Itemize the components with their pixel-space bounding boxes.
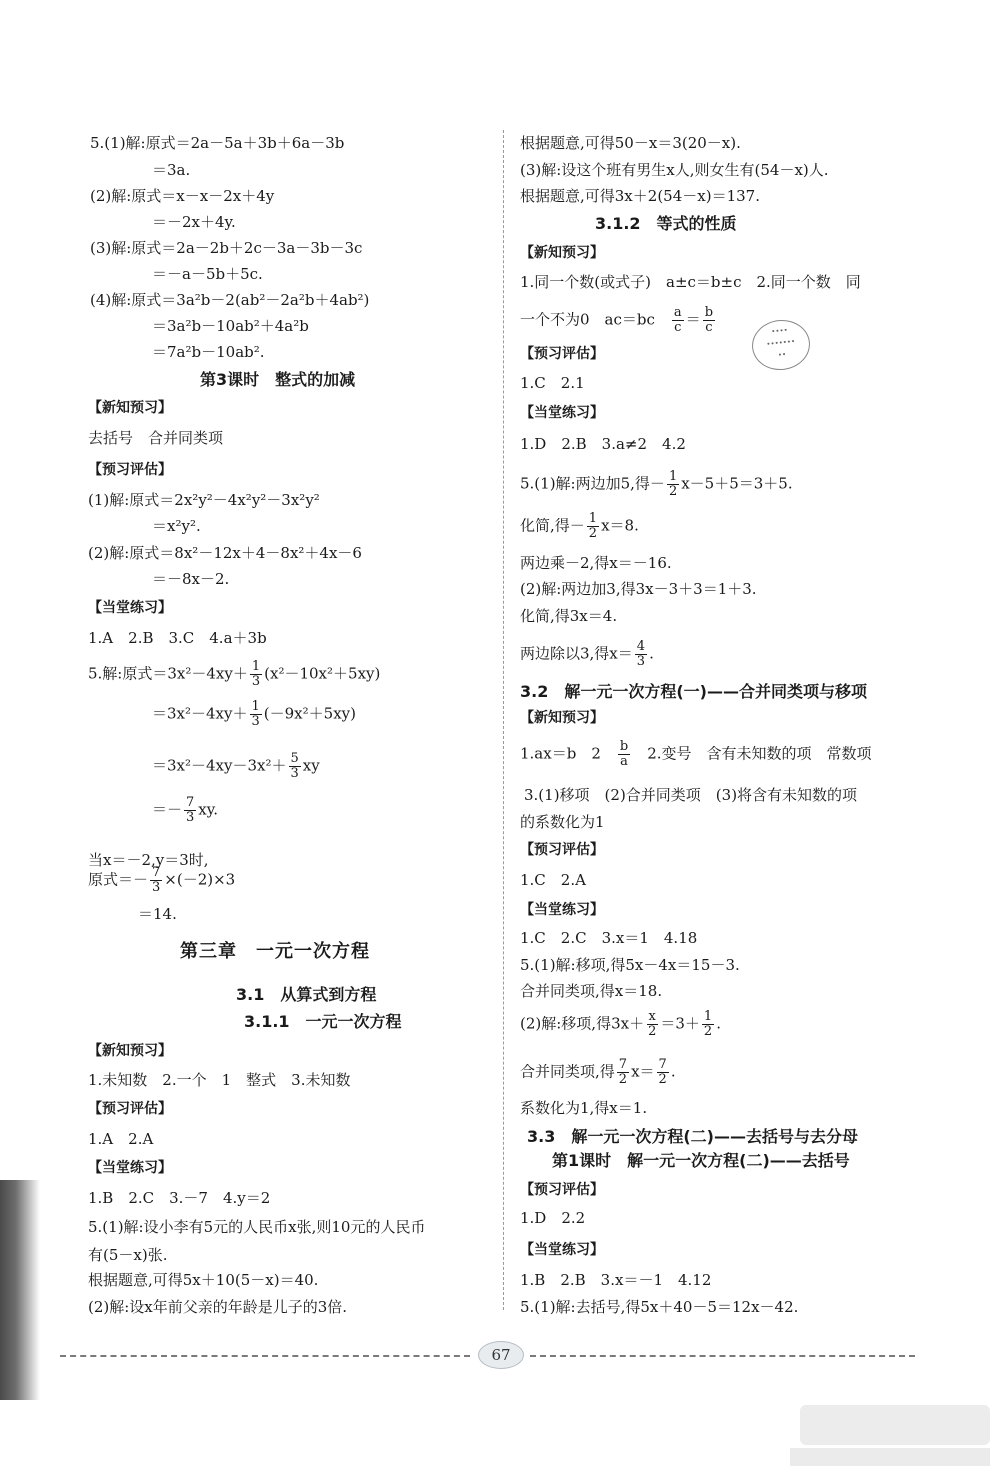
fraction-denominator: a — [620, 754, 628, 769]
scan-edge-shadow — [0, 1180, 40, 1400]
fraction-denominator: 2 — [658, 1072, 667, 1087]
fraction — [587, 512, 599, 541]
left-line — [152, 796, 218, 825]
right-line: 【当堂练习】 — [520, 405, 604, 421]
right-line: 【预习评估】 — [520, 842, 604, 858]
text-run: xy. — [198, 800, 219, 819]
right-line: 系数化为1,得x＝1. — [520, 1099, 648, 1117]
right-line: 【新知预习】 — [520, 245, 604, 261]
fraction-denominator: 3 — [251, 674, 261, 689]
right-line: 合并同类项,得x＝18. — [520, 982, 663, 1000]
fraction — [618, 740, 630, 769]
right-line: 根据题意,可得50－x＝3(20－x). — [520, 134, 741, 152]
right-line: 1.C 2.1 — [520, 374, 585, 392]
left-line: (3)解:原式＝2a－2b＋2c－3a－3b－3c — [90, 239, 363, 257]
left-line: (4)解:原式＝3a²b－2(ab²－2a²b＋4ab²) — [90, 291, 370, 309]
stamp-seal: •••• ••••••• •• — [750, 317, 813, 373]
fraction-numerator: a — [673, 305, 682, 320]
fraction-denominator: 2 — [668, 484, 678, 499]
fraction-numerator: 1 — [588, 511, 598, 526]
left-line: 第3课时 整式的加减 — [200, 370, 356, 389]
right-line: 【当堂练习】 — [520, 902, 604, 918]
left-line: ＝－8x－2. — [152, 570, 230, 588]
right-line: 3.2 解一元一次方程(一)——合并同类项与移项 — [520, 682, 867, 701]
right-line — [520, 740, 872, 769]
watermark-logo — [780, 1400, 1000, 1471]
right-line: 3.1.2 等式的性质 — [595, 214, 737, 233]
right-line: 【当堂练习】 — [520, 1242, 604, 1258]
fraction-denominator: 2 — [648, 1024, 657, 1039]
right-line: 【预习评估】 — [520, 1182, 604, 1198]
left-line: 【预习评估】 — [88, 1101, 172, 1117]
text-run: ＝ — [685, 310, 701, 329]
left-line: ＝7a²b－10ab². — [152, 343, 265, 361]
text-run: xy — [302, 756, 320, 775]
fraction-denominator: c — [674, 320, 682, 335]
right-line — [520, 306, 717, 335]
fraction — [667, 470, 679, 499]
text-run: ＝3＋ — [660, 1014, 700, 1033]
right-line: (3)解:设这个班有男生x人,则女生有(54－x)人. — [520, 161, 829, 179]
right-line: 第1课时 解一元一次方程(二)——去括号 — [552, 1151, 850, 1170]
fraction — [646, 1010, 658, 1039]
right-line — [520, 470, 793, 499]
text-run: (2)解:移项,得3x＋ — [520, 1014, 645, 1033]
fraction-numerator: b — [619, 739, 629, 754]
left-line: 5.(1)解:设小李有5元的人民币x张,则10元的人民币 — [88, 1218, 426, 1236]
fraction-denominator: 3 — [636, 654, 646, 669]
right-line: 1.B 2.B 3.x＝－1 4.12 — [520, 1271, 712, 1289]
text-run: (－9x²＋5xy) — [263, 704, 356, 723]
right-line: 【新知预习】 — [520, 710, 604, 726]
fraction — [617, 1058, 629, 1087]
right-line: 3.3 解一元一次方程(二)——去括号与去分母 — [527, 1127, 858, 1146]
text-run: x＝ — [631, 1062, 655, 1081]
text-run: 1.ax＝b 2 — [520, 744, 616, 763]
fraction-denominator: c — [705, 320, 713, 335]
fraction-numerator: x — [648, 1009, 656, 1024]
fraction — [702, 1010, 714, 1039]
fraction-numerator: 7 — [618, 1057, 628, 1072]
left-line: (2)解:原式＝x－x－2x＋4y — [90, 187, 275, 205]
fraction — [635, 640, 647, 669]
right-line: 【预习评估】 — [520, 346, 604, 362]
fraction-numerator: 1 — [251, 699, 260, 714]
left-line: 3.1 从算式到方程 — [236, 985, 377, 1004]
fraction-numerator: 5 — [290, 751, 299, 766]
fraction — [250, 700, 262, 729]
text-run: 5.(1)解:两边加5,得－ — [520, 474, 665, 493]
fraction-numerator: 1 — [251, 659, 261, 674]
text-run: 两边除以3,得x＝ — [520, 644, 633, 663]
text-run: 化简,得－ — [520, 516, 585, 535]
fraction-denominator: 3 — [290, 766, 299, 781]
fraction-numerator: b — [704, 305, 714, 320]
left-line: ＝x²y². — [152, 517, 201, 535]
right-line: 化简,得3x＝4. — [520, 607, 618, 625]
left-line: 【当堂练习】 — [88, 1160, 172, 1176]
text-run: . — [649, 644, 654, 663]
fraction-denominator: 3 — [152, 880, 161, 895]
right-line — [520, 512, 639, 541]
fraction — [150, 866, 162, 895]
fraction — [184, 796, 196, 825]
text-run: x－5＋5＝3＋5. — [681, 474, 793, 493]
fraction-denominator: 3 — [186, 810, 195, 825]
fraction-numerator: 1 — [703, 1009, 713, 1024]
fraction-numerator: 7 — [152, 865, 161, 880]
left-line: (2)解:原式＝8x²－12x＋4－8x²＋4x－6 — [88, 544, 362, 562]
right-line: 1.D 2.2 — [520, 1209, 586, 1227]
left-line: 1.B 2.C 3.－7 4.y＝2 — [88, 1189, 271, 1207]
fraction — [672, 306, 684, 335]
left-line: ＝－a－5b＋5c. — [152, 265, 263, 283]
text-run: 5.解:原式＝3x²－4xy＋ — [88, 664, 248, 683]
fraction — [703, 306, 715, 335]
right-line — [520, 640, 654, 669]
left-line: 当x＝－2,y＝3时, — [88, 851, 209, 869]
fraction — [657, 1058, 669, 1087]
fraction-numerator: 4 — [636, 639, 646, 654]
left-line — [152, 700, 356, 729]
text-run: 2.变号 含有未知数的项 常数项 — [632, 744, 872, 763]
fraction-numerator: 7 — [658, 1057, 667, 1072]
text-run: 原式＝－ — [88, 870, 149, 889]
right-line: 两边乘－2,得x＝－16. — [520, 554, 672, 572]
fraction-numerator: 7 — [186, 795, 195, 810]
text-run: ×(－2)×3 — [164, 870, 236, 889]
text-run: x＝8. — [601, 516, 639, 535]
left-line: 去括号 合并同类项 — [88, 429, 224, 447]
text-run: . — [716, 1014, 721, 1033]
left-line: 1.A 2.B 3.C 4.a＋3b — [88, 629, 267, 647]
right-line — [520, 1058, 676, 1087]
text-run: ＝3x²－4xy＋ — [152, 704, 248, 723]
page-number: 67 — [478, 1341, 524, 1369]
right-line: 的系数化为1 — [520, 813, 605, 831]
left-line: 【当堂练习】 — [88, 600, 172, 616]
right-line: 根据题意,可得3x＋2(54－x)＝137. — [520, 187, 760, 205]
fraction-denominator: 3 — [251, 714, 260, 729]
text-run: (x²－10x²＋5xy) — [264, 664, 381, 683]
fraction — [250, 660, 262, 689]
right-line — [520, 1010, 721, 1039]
fraction-denominator: 2 — [588, 526, 598, 541]
left-line: 3.1.1 一元一次方程 — [244, 1012, 402, 1031]
left-line: 有(5－x)张. — [88, 1246, 168, 1264]
left-line: (2)解:设x年前父亲的年龄是儿子的3倍. — [88, 1298, 348, 1316]
text-run: 一个不为0 ac＝bc — [520, 310, 670, 329]
text-run: 合并同类项,得 — [520, 1062, 615, 1081]
left-line — [152, 752, 320, 781]
right-line: 1.同一个数(或式子) a±c＝b±c 2.同一个数 同 — [520, 273, 861, 291]
footer-rule-right — [530, 1355, 915, 1357]
fraction-denominator: 2 — [618, 1072, 628, 1087]
left-line: 第三章 一元一次方程 — [180, 941, 370, 962]
right-line: (2)解:两边加3,得3x－3＋3＝1＋3. — [520, 580, 757, 598]
text-run: . — [670, 1062, 676, 1081]
left-line: 1.未知数 2.一个 1 整式 3.未知数 — [88, 1071, 351, 1089]
left-line: ＝－2x＋4y. — [152, 213, 236, 231]
text-run: ＝3x²－4xy－3x²＋ — [152, 756, 287, 775]
right-line: 5.(1)解:去括号,得5x＋40－5＝12x－42. — [520, 1298, 799, 1316]
right-line: 1.C 2.A — [520, 871, 586, 889]
left-line: 【新知预习】 — [88, 400, 172, 416]
left-line: 【预习评估】 — [88, 462, 172, 478]
right-line: 1.C 2.C 3.x＝1 4.18 — [520, 929, 698, 947]
right-line: 1.D 2.B 3.a≠2 4.2 — [520, 435, 686, 453]
fraction-denominator: 2 — [703, 1024, 713, 1039]
fraction — [289, 752, 301, 781]
left-line: ＝3a²b－10ab²＋4a²b — [152, 317, 309, 335]
fraction-numerator: 1 — [668, 469, 678, 484]
left-line: ＝3a. — [152, 161, 191, 179]
left-line: 5.(1)解:原式＝2a－5a＋3b＋6a－3b — [90, 134, 345, 152]
footer-rule-left — [60, 1355, 470, 1357]
left-line — [88, 866, 235, 895]
left-line: 根据题意,可得5x＋10(5－x)＝40. — [88, 1271, 319, 1289]
left-line — [88, 660, 380, 689]
left-line: 1.A 2.A — [88, 1130, 154, 1148]
text-run: ＝－ — [152, 800, 183, 819]
left-line: ＝14. — [138, 905, 177, 923]
right-line: 5.(1)解:移项,得5x－4x＝15－3. — [520, 956, 740, 974]
column-divider — [503, 130, 504, 1310]
left-line: (1)解:原式＝2x²y²－4x²y²－3x²y² — [88, 491, 320, 509]
left-line: 【新知预习】 — [88, 1043, 172, 1059]
right-line: 3.(1)移项 (2)合并同类项 (3)将含有未知数的项 — [524, 786, 858, 804]
